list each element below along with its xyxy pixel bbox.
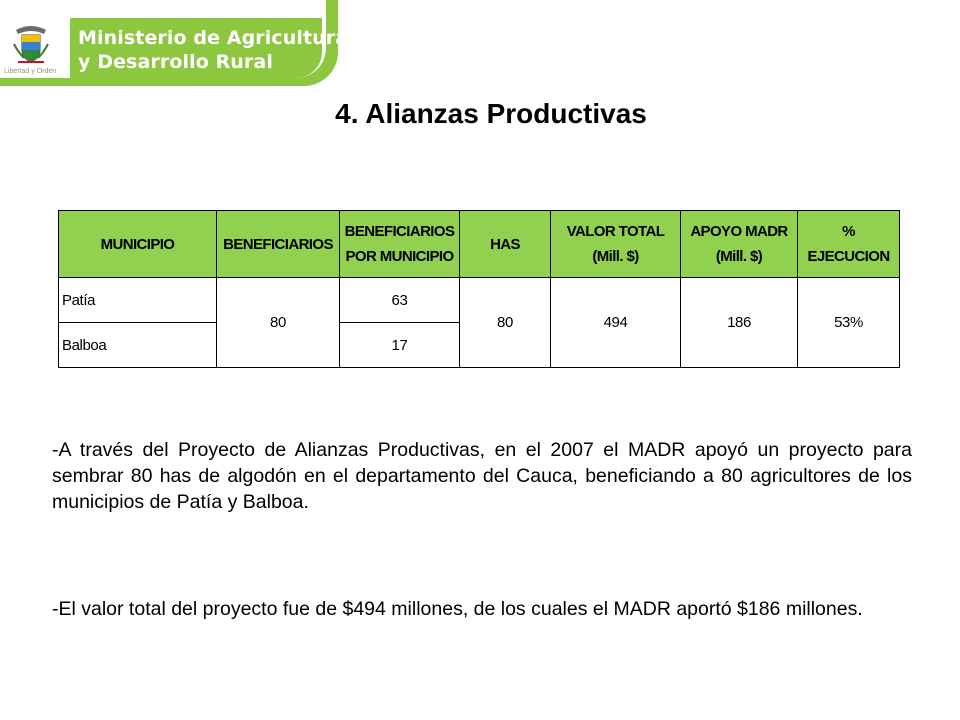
header-banner bbox=[0, 0, 349, 86]
col-header-line: EJECUCION bbox=[807, 248, 890, 265]
cell-apoyo-madr: 186 bbox=[681, 278, 798, 368]
cell-municipio: Balboa bbox=[59, 323, 217, 368]
col-header-line: % bbox=[842, 223, 855, 240]
ministry-name bbox=[78, 26, 348, 74]
col-header-beneficiarios: BENEFICIARIOS bbox=[217, 211, 340, 278]
col-header-apoyo-madr bbox=[681, 211, 798, 278]
cell-beneficiarios-municipio: 63 bbox=[340, 278, 460, 323]
cell-beneficiarios-municipio: 17 bbox=[340, 323, 460, 368]
cell-municipio: Patía bbox=[59, 278, 217, 323]
table-header-row bbox=[59, 211, 900, 278]
cell-ejecucion: 53% bbox=[798, 278, 900, 368]
cell-has: 80 bbox=[460, 278, 551, 368]
col-header-line: BENEFICIARIOS bbox=[344, 223, 455, 240]
alianzas-table bbox=[58, 210, 900, 368]
col-header-valor-total bbox=[551, 211, 681, 278]
col-header-line: (Mill. $) bbox=[715, 248, 763, 265]
ministry-name-line2: y Desarrollo Rural bbox=[78, 51, 273, 73]
page-title: 4. Alianzas Productivas bbox=[335, 98, 647, 129]
cell-valor-total: 494 bbox=[551, 278, 681, 368]
col-header-municipio: MUNICIPIO bbox=[59, 211, 217, 278]
paragraph-project-description: -A través del Proyecto de Alianzas Productivas, en el 2007 el MADR apoyó un proyecto para sembrar 80 has de algodón en el departamento del Cauca, beneficiando a 80 agricultores de los municipios de Patía y Balboa. bbox=[52, 439, 912, 513]
motto-text: Libertad y Orden bbox=[4, 68, 57, 75]
paragraph-project-cost: -El valor total del proyecto fue de $494 millones, de los cuales el MADR aportó $186 millones. bbox=[52, 598, 863, 620]
cell-beneficiarios: 80 bbox=[217, 278, 340, 368]
col-header-line: POR MUNICIPIO bbox=[345, 248, 454, 265]
ministry-name-line1: Ministerio de Agricultura bbox=[78, 27, 349, 49]
col-header-ejecucion bbox=[798, 211, 900, 278]
col-header-line: (Mill. $) bbox=[592, 248, 639, 265]
col-header-line: VALOR TOTAL bbox=[566, 223, 665, 240]
col-header-line: APOYO MADR bbox=[690, 223, 788, 240]
col-header-beneficiarios-por-municipio bbox=[340, 211, 460, 278]
colombia-coat-of-arms-icon bbox=[10, 22, 52, 66]
col-header-has: HAS bbox=[460, 211, 551, 278]
table-row bbox=[59, 278, 900, 323]
